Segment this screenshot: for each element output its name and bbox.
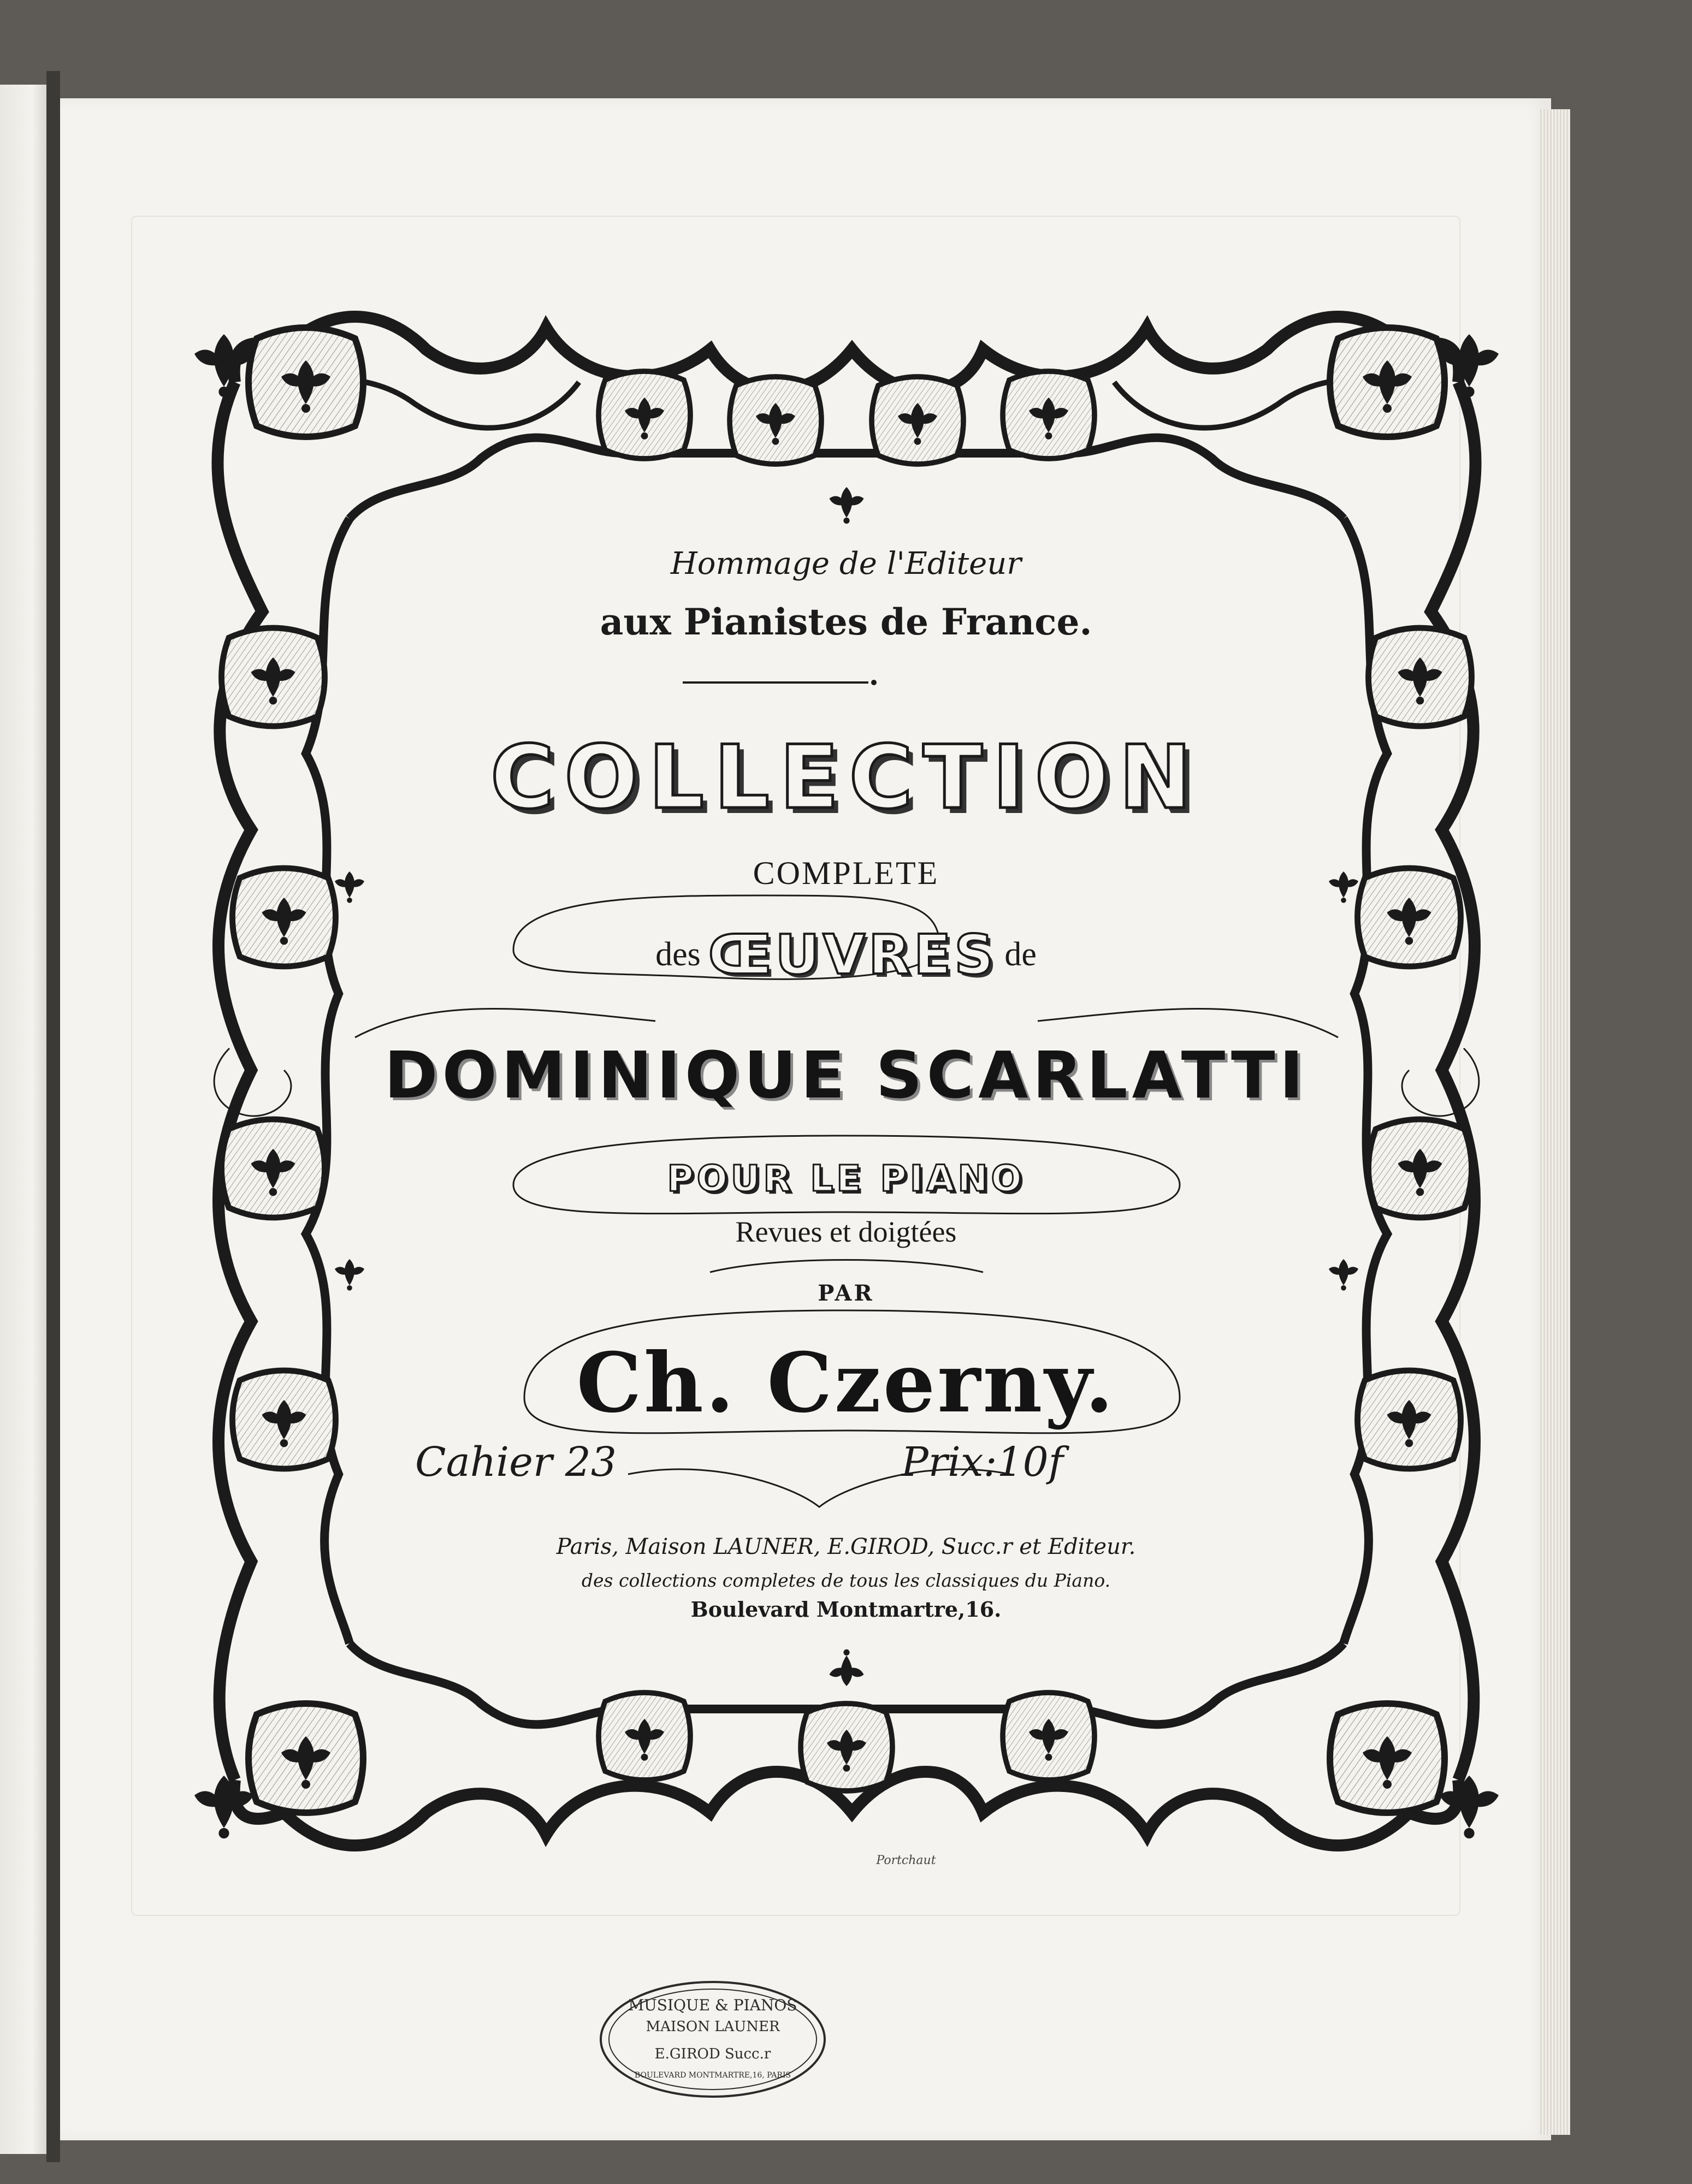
- stamp-text-4: BOULEVARD MONTMARTRE,16, PARIS: [634, 2071, 791, 2080]
- imprint-line-1: Paris, Maison LAUNER, E.GIROD, Succ.r et Editeur.: [556, 1534, 1136, 1559]
- composer-name: DOMINIQUE SCARLATTI: [384, 1037, 1308, 1113]
- stamp-text-3: E.GIROD Succ.r: [654, 2046, 771, 2062]
- publisher-stamp: [595, 1977, 830, 2102]
- par-label: PAR: [818, 1280, 874, 1306]
- instrument-label: POUR LE PIANO: [667, 1158, 1025, 1200]
- revues-label: Revues et doigtées: [735, 1215, 957, 1248]
- stamp-text-1: MUSIQUE & PIANOS: [628, 1996, 797, 2014]
- editor-name: Ch. Czerny.: [576, 1335, 1116, 1431]
- de-word: de: [1004, 936, 1037, 973]
- imprint-line-3: Boulevard Montmartre,16.: [690, 1597, 1002, 1622]
- oeuvres-line: [0, 923, 1692, 987]
- engraver-signature: Portchaut: [876, 1854, 936, 1867]
- cahier-number: Cahier 23: [415, 1439, 617, 1486]
- price: Prix:10f: [901, 1439, 1064, 1486]
- oeuvres-word: ŒUVRES: [708, 923, 997, 987]
- imprint-line-2: des collections completes de tous les classiques du Piano.: [581, 1570, 1111, 1591]
- dedication-line-2: aux Pianistes de France.: [600, 601, 1092, 643]
- dedication-line-1: Hommage de l'Editeur: [670, 546, 1022, 581]
- complete-label: COMPLETE: [753, 855, 939, 891]
- stamp-text-2: MAISON LAUNER: [646, 2019, 780, 2035]
- des-word: des: [655, 936, 701, 973]
- collection-heading: COLLECTION: [490, 726, 1202, 828]
